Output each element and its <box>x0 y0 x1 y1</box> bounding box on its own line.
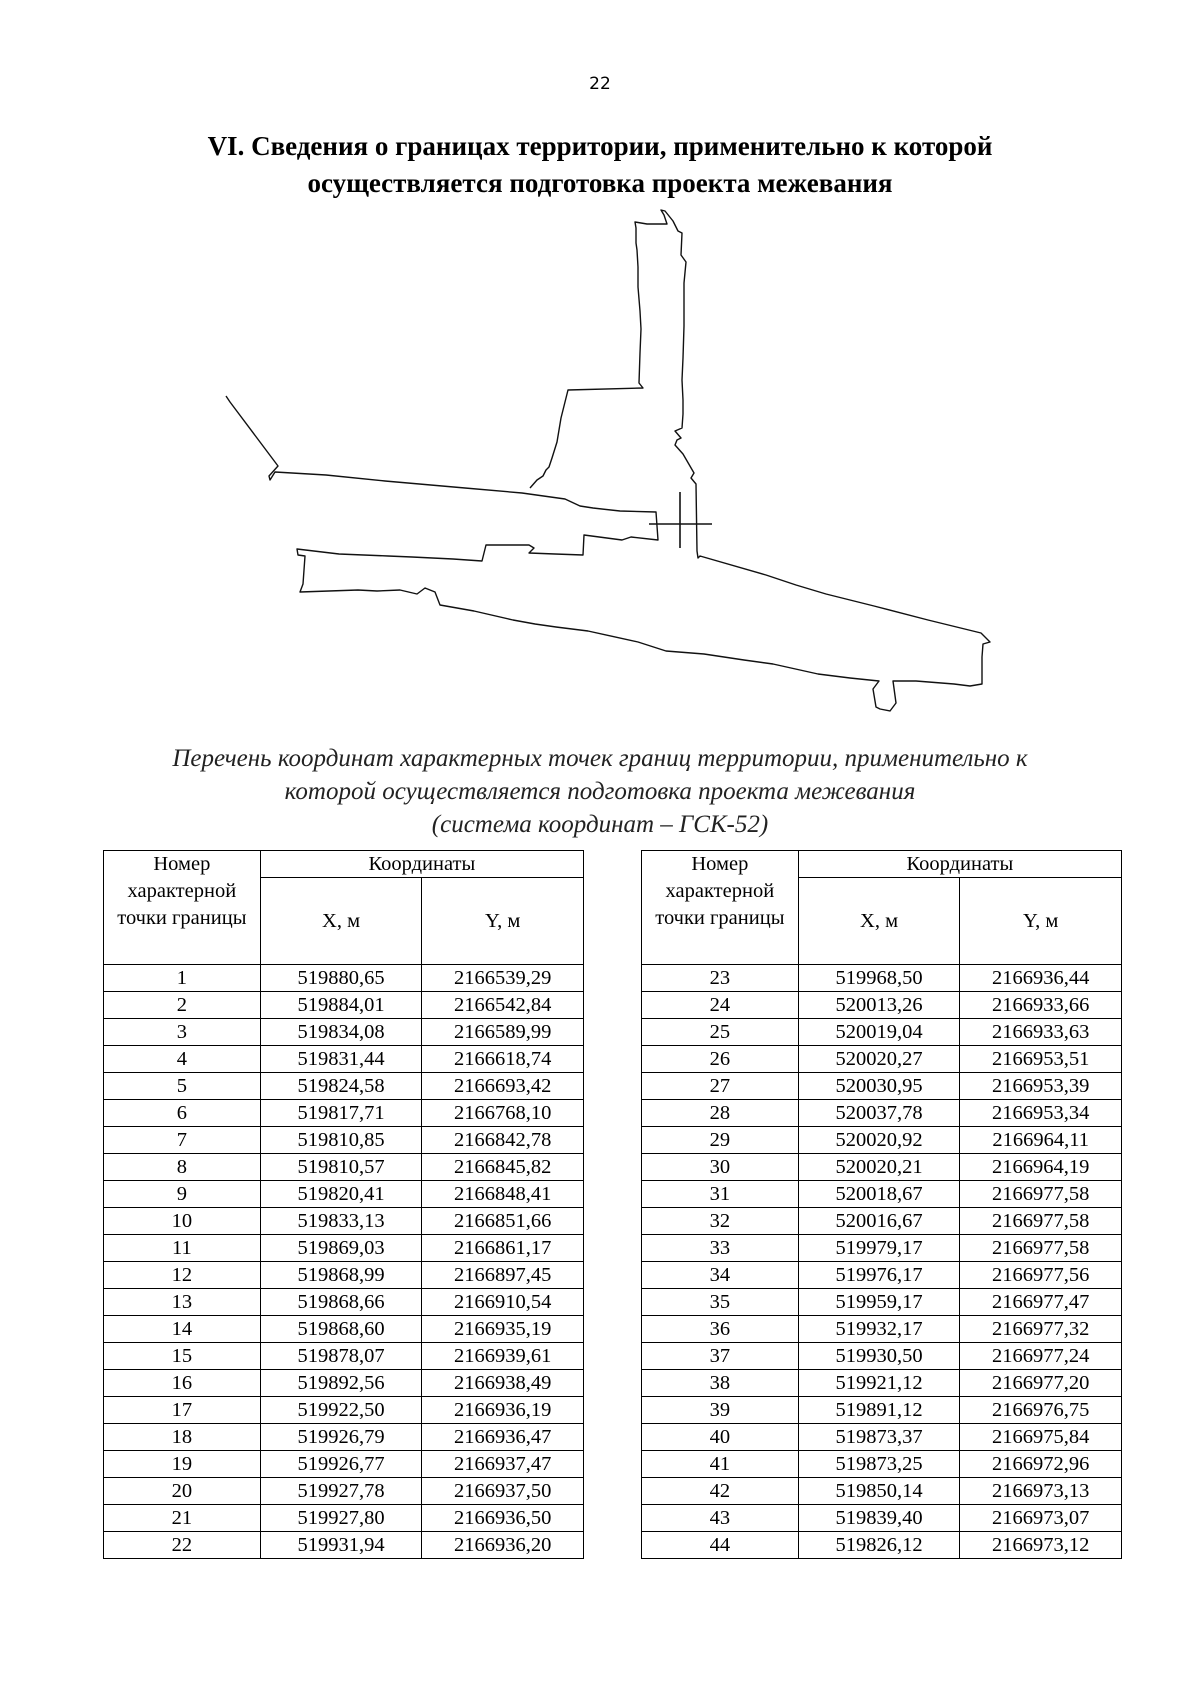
table-row <box>104 1262 584 1289</box>
cell-y: 2166938,49 <box>422 1370 584 1397</box>
cell-x: 519921,12 <box>798 1370 960 1397</box>
cell-x: 519926,77 <box>260 1451 422 1478</box>
cell-point-number: 22 <box>104 1532 261 1559</box>
table-row <box>642 1262 1122 1289</box>
table-row <box>642 1019 1122 1046</box>
cell-point-number: 33 <box>642 1235 799 1262</box>
cell-x: 519810,57 <box>260 1154 422 1181</box>
cell-point-number: 29 <box>642 1127 799 1154</box>
cell-point-number: 13 <box>104 1289 261 1316</box>
section-heading-line-1: VI. Сведения о границах территории, применительно к которой <box>207 131 993 161</box>
cell-point-number: 16 <box>104 1370 261 1397</box>
cell-x: 519869,03 <box>260 1235 422 1262</box>
cell-y: 2166845,82 <box>422 1154 584 1181</box>
cell-x: 519979,17 <box>798 1235 960 1262</box>
cell-point-number: 18 <box>104 1424 261 1451</box>
cell-y: 2166933,63 <box>960 1019 1122 1046</box>
table-row <box>642 1046 1122 1073</box>
cell-x: 520016,67 <box>798 1208 960 1235</box>
cell-y: 2166953,39 <box>960 1073 1122 1100</box>
cell-x: 519878,07 <box>260 1343 422 1370</box>
cell-y: 2166618,74 <box>422 1046 584 1073</box>
boundary-drawing <box>220 210 1010 730</box>
cell-y: 2166542,84 <box>422 992 584 1019</box>
cell-point-number: 19 <box>104 1451 261 1478</box>
cell-point-number: 42 <box>642 1478 799 1505</box>
cell-y: 2166861,17 <box>422 1235 584 1262</box>
table-row <box>104 1478 584 1505</box>
cell-y: 2166977,24 <box>960 1343 1122 1370</box>
cell-point-number: 40 <box>642 1424 799 1451</box>
cell-x: 520020,92 <box>798 1127 960 1154</box>
cell-y: 2166768,10 <box>422 1100 584 1127</box>
coordinates-table-left <box>103 850 584 1559</box>
cell-y: 2166975,84 <box>960 1424 1122 1451</box>
cell-y: 2166977,58 <box>960 1208 1122 1235</box>
cell-point-number: 20 <box>104 1478 261 1505</box>
cell-x: 519834,08 <box>260 1019 422 1046</box>
header-coordinates: Координаты <box>260 851 583 878</box>
table-row <box>642 1370 1122 1397</box>
cell-point-number: 23 <box>642 965 799 992</box>
cell-point-number: 27 <box>642 1073 799 1100</box>
cell-x: 520020,21 <box>798 1154 960 1181</box>
cell-y: 2166973,07 <box>960 1505 1122 1532</box>
table-row <box>642 1208 1122 1235</box>
cell-y: 2166953,51 <box>960 1046 1122 1073</box>
table-row <box>642 1181 1122 1208</box>
table-row <box>104 1370 584 1397</box>
section-heading <box>100 128 1100 202</box>
cell-point-number: 6 <box>104 1100 261 1127</box>
section-heading-line-2: осуществляется подготовка проекта межевания <box>307 168 893 198</box>
table-row <box>104 1316 584 1343</box>
cell-point-number: 1 <box>104 965 261 992</box>
cell-x: 519873,37 <box>798 1424 960 1451</box>
cell-x: 520020,27 <box>798 1046 960 1073</box>
cell-point-number: 30 <box>642 1154 799 1181</box>
table-row <box>104 1181 584 1208</box>
coordinates-caption <box>100 742 1100 841</box>
cell-y: 2166936,19 <box>422 1397 584 1424</box>
table-row <box>104 1397 584 1424</box>
cell-y: 2166964,19 <box>960 1154 1122 1181</box>
cell-point-number: 12 <box>104 1262 261 1289</box>
table-row <box>104 1019 584 1046</box>
cell-point-number: 15 <box>104 1343 261 1370</box>
cell-point-number: 14 <box>104 1316 261 1343</box>
cell-point-number: 37 <box>642 1343 799 1370</box>
cell-x: 519959,17 <box>798 1289 960 1316</box>
cell-y: 2166936,50 <box>422 1505 584 1532</box>
cell-x: 519926,79 <box>260 1424 422 1451</box>
cell-x: 520018,67 <box>798 1181 960 1208</box>
cell-x: 519976,17 <box>798 1262 960 1289</box>
cell-y: 2166973,12 <box>960 1532 1122 1559</box>
cell-y: 2166977,20 <box>960 1370 1122 1397</box>
table-row <box>642 1478 1122 1505</box>
table-row <box>642 1343 1122 1370</box>
cell-x: 519831,44 <box>260 1046 422 1073</box>
cell-y: 2166977,58 <box>960 1181 1122 1208</box>
table-row <box>104 1424 584 1451</box>
cell-x: 520030,95 <box>798 1073 960 1100</box>
cell-x: 519873,25 <box>798 1451 960 1478</box>
table-row <box>642 1289 1122 1316</box>
cell-point-number: 32 <box>642 1208 799 1235</box>
cell-x: 519833,13 <box>260 1208 422 1235</box>
cell-point-number: 5 <box>104 1073 261 1100</box>
cell-y: 2166964,11 <box>960 1127 1122 1154</box>
cell-y: 2166935,19 <box>422 1316 584 1343</box>
table-row <box>104 1343 584 1370</box>
cell-point-number: 3 <box>104 1019 261 1046</box>
cell-x: 519927,78 <box>260 1478 422 1505</box>
table-row <box>104 1235 584 1262</box>
cell-x: 519868,66 <box>260 1289 422 1316</box>
cell-y: 2166972,96 <box>960 1451 1122 1478</box>
cell-point-number: 28 <box>642 1100 799 1127</box>
table-row <box>642 1424 1122 1451</box>
cell-x: 519922,50 <box>260 1397 422 1424</box>
header-y: Y, м <box>960 878 1122 965</box>
table-row <box>642 1397 1122 1424</box>
cell-y: 2166936,47 <box>422 1424 584 1451</box>
table-row <box>642 1451 1122 1478</box>
cell-x: 519868,60 <box>260 1316 422 1343</box>
cell-y: 2166842,78 <box>422 1127 584 1154</box>
cell-y: 2166977,47 <box>960 1289 1122 1316</box>
cell-x: 519968,50 <box>798 965 960 992</box>
cell-y: 2166897,45 <box>422 1262 584 1289</box>
header-x: X, м <box>798 878 960 965</box>
cell-x: 520019,04 <box>798 1019 960 1046</box>
cell-x: 519891,12 <box>798 1397 960 1424</box>
cell-y: 2166953,34 <box>960 1100 1122 1127</box>
table-row <box>104 1505 584 1532</box>
table-row <box>642 1316 1122 1343</box>
table-row <box>104 1451 584 1478</box>
header-point-number: Номер характерной точки границы <box>104 851 261 965</box>
table-row <box>642 992 1122 1019</box>
cell-y: 2166933,66 <box>960 992 1122 1019</box>
table-row <box>104 992 584 1019</box>
cell-x: 519820,41 <box>260 1181 422 1208</box>
cell-point-number: 8 <box>104 1154 261 1181</box>
cell-point-number: 34 <box>642 1262 799 1289</box>
table-row <box>104 1127 584 1154</box>
cell-x: 519932,17 <box>798 1316 960 1343</box>
cell-x: 519892,56 <box>260 1370 422 1397</box>
cell-x: 519868,99 <box>260 1262 422 1289</box>
caption-line-2: которой осуществляется подготовка проекта межевания <box>284 778 916 805</box>
cell-x: 519839,40 <box>798 1505 960 1532</box>
cell-y: 2166977,56 <box>960 1262 1122 1289</box>
cell-x: 519817,71 <box>260 1100 422 1127</box>
cell-x: 519927,80 <box>260 1505 422 1532</box>
cell-point-number: 26 <box>642 1046 799 1073</box>
header-y: Y, м <box>422 878 584 965</box>
caption-line-3: (система координат – ГСК-52) <box>431 811 769 838</box>
table-row <box>642 1505 1122 1532</box>
cell-y: 2166939,61 <box>422 1343 584 1370</box>
cell-y: 2166977,58 <box>960 1235 1122 1262</box>
cell-point-number: 31 <box>642 1181 799 1208</box>
cell-x: 519850,14 <box>798 1478 960 1505</box>
cell-x: 519880,65 <box>260 965 422 992</box>
cell-point-number: 41 <box>642 1451 799 1478</box>
cell-point-number: 25 <box>642 1019 799 1046</box>
territory-boundary-scheme <box>220 210 1010 730</box>
table-row <box>642 1235 1122 1262</box>
cell-y: 2166848,41 <box>422 1181 584 1208</box>
cell-point-number: 21 <box>104 1505 261 1532</box>
cell-point-number: 7 <box>104 1127 261 1154</box>
header-coordinates: Координаты <box>798 851 1121 878</box>
cell-y: 2166851,66 <box>422 1208 584 1235</box>
cell-point-number: 36 <box>642 1316 799 1343</box>
cell-point-number: 9 <box>104 1181 261 1208</box>
table-row <box>104 1046 584 1073</box>
cell-y: 2166976,75 <box>960 1397 1122 1424</box>
cell-x: 519810,85 <box>260 1127 422 1154</box>
coordinates-table-right <box>641 850 1122 1559</box>
cell-point-number: 24 <box>642 992 799 1019</box>
table-row <box>104 1208 584 1235</box>
cell-point-number: 11 <box>104 1235 261 1262</box>
table-row <box>642 1073 1122 1100</box>
table-body <box>104 965 584 1559</box>
cell-y: 2166936,44 <box>960 965 1122 992</box>
table-row <box>104 1100 584 1127</box>
table-row <box>104 1289 584 1316</box>
table-row <box>104 1532 584 1559</box>
cell-x: 519884,01 <box>260 992 422 1019</box>
table-body <box>642 965 1122 1559</box>
table-row <box>104 965 584 992</box>
table-row <box>642 1100 1122 1127</box>
cell-point-number: 38 <box>642 1370 799 1397</box>
cell-y: 2166937,50 <box>422 1478 584 1505</box>
caption-line-1: Перечень координат характерных точек границ территории, применительно к <box>172 745 1028 772</box>
page-number: 22 <box>589 74 611 94</box>
header-x: X, м <box>260 878 422 965</box>
cell-point-number: 43 <box>642 1505 799 1532</box>
cell-y: 2166589,99 <box>422 1019 584 1046</box>
cell-x: 519930,50 <box>798 1343 960 1370</box>
header-point-number: Номер характерной точки границы <box>642 851 799 965</box>
table-row <box>104 1073 584 1100</box>
cell-y: 2166973,13 <box>960 1478 1122 1505</box>
table-row <box>642 1154 1122 1181</box>
cell-y: 2166937,47 <box>422 1451 584 1478</box>
cell-point-number: 4 <box>104 1046 261 1073</box>
table-row <box>104 1154 584 1181</box>
cell-x: 519826,12 <box>798 1532 960 1559</box>
table-row <box>642 1127 1122 1154</box>
cell-point-number: 44 <box>642 1532 799 1559</box>
table-row <box>642 965 1122 992</box>
cell-x: 519824,58 <box>260 1073 422 1100</box>
cell-point-number: 39 <box>642 1397 799 1424</box>
table-row <box>642 1532 1122 1559</box>
cell-x: 520013,26 <box>798 992 960 1019</box>
cell-point-number: 10 <box>104 1208 261 1235</box>
cell-y: 2166539,29 <box>422 965 584 992</box>
cell-point-number: 35 <box>642 1289 799 1316</box>
cell-y: 2166977,32 <box>960 1316 1122 1343</box>
cell-x: 520037,78 <box>798 1100 960 1127</box>
boundary-polyline <box>226 210 990 711</box>
cell-point-number: 17 <box>104 1397 261 1424</box>
cell-point-number: 2 <box>104 992 261 1019</box>
cell-y: 2166910,54 <box>422 1289 584 1316</box>
cell-y: 2166693,42 <box>422 1073 584 1100</box>
cell-x: 519931,94 <box>260 1532 422 1559</box>
cell-y: 2166936,20 <box>422 1532 584 1559</box>
